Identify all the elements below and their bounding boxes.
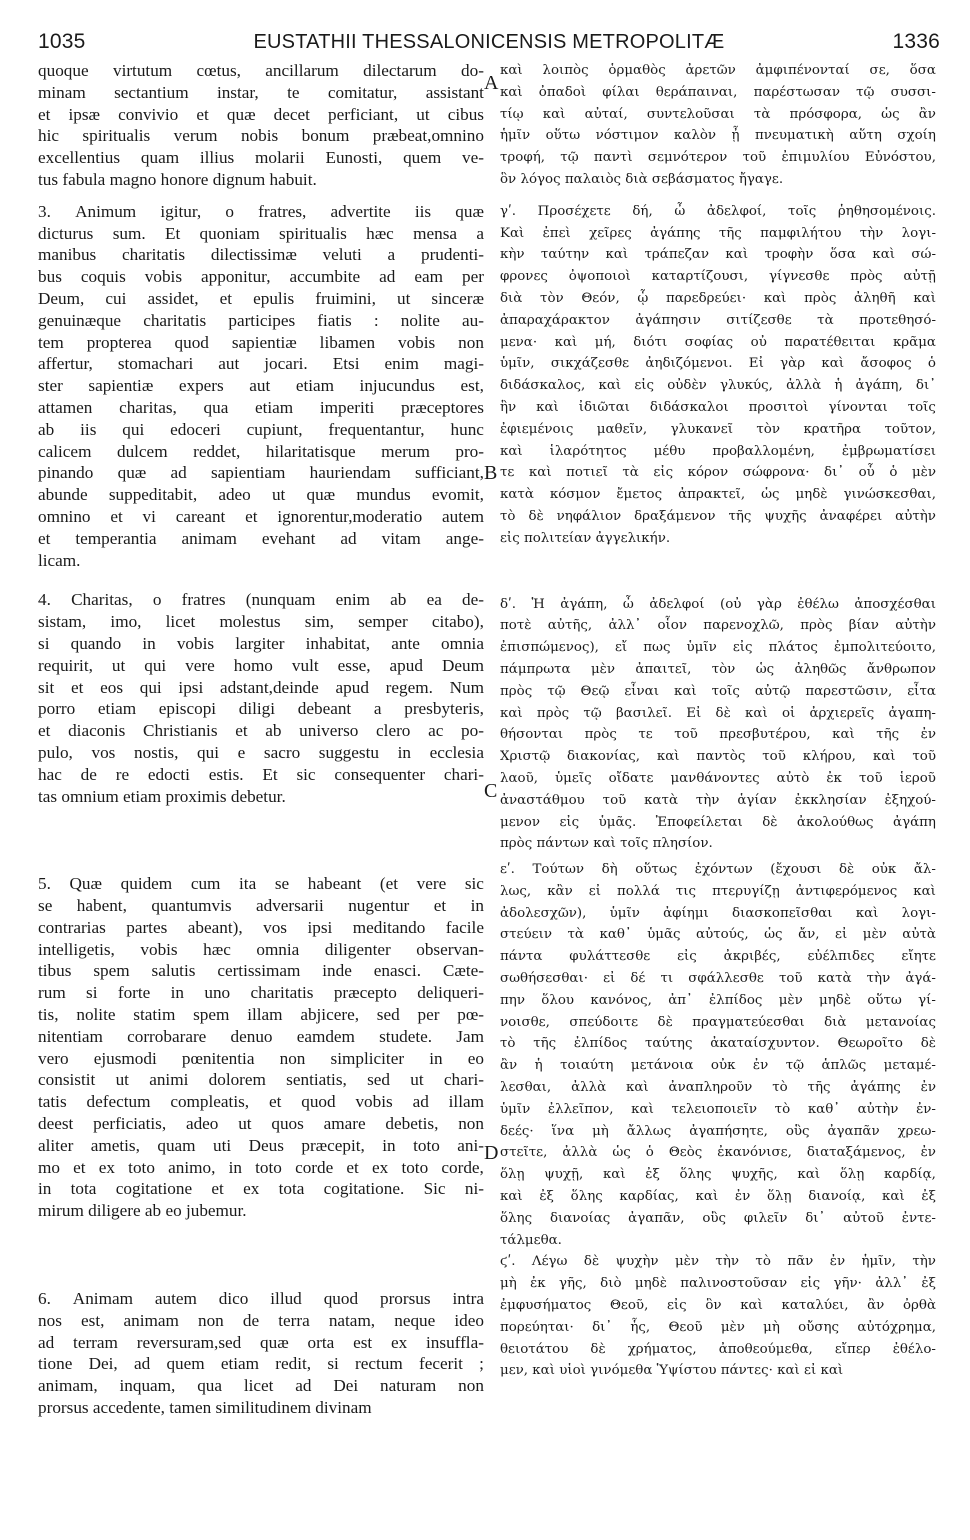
text-line: intelligetis, vobis hæc omnia diligenter observan- [38, 939, 484, 959]
text-line: εἰς πολιτείαν ἀγγελικήν. [500, 530, 671, 546]
text-line: 5. Quæ quidem cum ita se habeant (et vere sic [38, 874, 484, 894]
text-line: κὴν ταύτην καὶ τράπεζαν καὶ τροφὴν ὅσα καὶ σώ- [500, 247, 936, 263]
text-line: tem propterea quod sapientiæ libamen vobis non [38, 332, 484, 352]
text-line: in tota cogitatione et ex tota cogitatione. Sic ni- [38, 1179, 484, 1199]
text-line: καὶ πρὸς τῷ βασιλεῖ. Εἰ δὲ καὶ οἱ ἀρχιερεῖς ἀγαπη- [500, 705, 936, 721]
paragraph [38, 1288, 484, 1419]
text-line: δεές· ἵνα μὴ ἄλλως ἀγαπήσητε, οὓς ἀγαπᾶν χρεω- [500, 1123, 936, 1139]
text-line: abunde suppeditabit, adeo ut quæ mundus evomit, [38, 485, 484, 505]
text-line: et temperantia animam evehant ad vitam ange- [38, 528, 484, 548]
text-line: ἡμῖν οὕτω νόστιμον καλὸν ᾖ πνευματικὴ αὕτη σχοίη [500, 128, 936, 144]
text-line: pinando quæ ad sapientiam hauriendam sufficiant, [38, 463, 484, 483]
text-line: mo et ex toto animo, in toto corde et ex toto corde, [38, 1157, 484, 1177]
text-line: διὰ τὸν Θεόν, ᾧ παρεδρεύει· καὶ πρὸς ἀληθῆ καὶ [500, 290, 936, 306]
text-line: διδάσκαλος, καὶ εἰς οὐδὲν γλυκύς, ἀλλὰ ἡ ἀγάπη, δι᾽ [500, 378, 936, 394]
text-line: κατὰ κόσμον ἔμετος ἀπρακτεῖ, ὡς μηδὲ γινώσκεσθαι, [500, 487, 936, 503]
text-line: calicem dulcem reddet, hilaritatisque merum pro- [38, 441, 484, 461]
text-line: affertur, stomachari aut jocari. Etsi enim magi- [38, 354, 484, 374]
text-line: ἂν ἡ τοιαύτη μετάνοια οὐκ ἐν τῷ ἁπλῶς μεταμέ- [500, 1058, 936, 1074]
text-line: ὑμῖν ἐλλεῖπον, καὶ τελειοποιεῖν τὸ καθ᾽ αὐτὴν ἐν- [500, 1101, 936, 1117]
text-line: si quando in vobis largiter inhabitat, ante omnia [38, 633, 484, 653]
text-line: attamen charitas, qua etiam imperiti præceptores [38, 397, 484, 417]
text-line: ἐφιεμένοις μαθεῖν, γλυκανεῖ τὸν κρατῆρα τοῦτον, [500, 421, 936, 437]
column-number-right: 1336 [892, 30, 940, 53]
section-marker-d: D [484, 1142, 499, 1164]
text-line: manibus charitatis dilectissimæ veluti a prudenti- [38, 245, 484, 265]
text-line: tus fabula magno honore dignum habuit. [38, 169, 317, 189]
text-line: et ipsæ convivio et quæ decet perficiant, ut cibus [38, 104, 484, 124]
paragraph [38, 589, 484, 807]
text-line: 6. Animam autem dico illud quod prorsus intra [38, 1289, 484, 1309]
greek-column [500, 60, 936, 1382]
text-line: πρὸς τῷ Θεῷ εἶναι καὶ τοῖς αὐτῷ παρεστῶσιν, εἶτα [500, 683, 936, 699]
text-line: licam. [38, 550, 81, 570]
text-line: consistit ut animi dolorem sentiatis, sed ut chari- [38, 1070, 484, 1090]
text-line: λως, κἂν εἰ πολλά τις πτερυγίζῃ ἀντιφερόμενος καὶ [500, 883, 936, 899]
text-line: requirit, ut qui vere homo vult esse, apud Deum [38, 655, 484, 675]
text-line: φρονες ὀψοποιοὶ καταρτίζουσι, γίγνεσθε πρὸς αὐτῇ [500, 269, 936, 285]
paragraph [500, 60, 936, 191]
text-line: τροφή, τῷ παντὶ σεμνότερον τοῦ ἐπιμυλίου Εὐνόστου, [500, 150, 936, 166]
text-line: tis, nolite statim spem illam abjicere, sed per pœ- [38, 1005, 484, 1025]
paragraph [500, 1251, 936, 1382]
text-line: nos est, animam non de terra natam, neque ideo [38, 1310, 484, 1330]
text-line: tibus spem salutis certissimam inde enasci. Cæte- [38, 961, 484, 981]
text-line: μεν, καὶ υἱοὶ γινόμεθα Ὑψίστου πάντες· καὶ εἰ καὶ [500, 1363, 844, 1379]
text-line: hac de re edocti estis. Et sic consequenter chari- [38, 764, 484, 784]
paragraph [38, 873, 484, 1222]
text-line: pulo, vos nostis, qui e sacro suggestu in ecclesia [38, 742, 484, 762]
text-line: στεύειν τὰ καθ᾽ ὑμᾶς αὐτούς, ὡς ἄν, εἰ μὲν αὐτὰ [500, 927, 936, 943]
text-line: tione Dei, ad quem etiam redit, si rectum fecerit ; [38, 1354, 484, 1374]
text-line: sit et eos qui ipsi adstant,deinde apud regem. Num [38, 677, 484, 697]
text-line: ster sapientiæ expers aut etiam injucundus est, [38, 376, 484, 396]
text-line: ab iis qui edoceri cupiunt, frequentantur, hunc [38, 419, 484, 439]
paragraph [38, 201, 484, 572]
text-line: τε καὶ ποτιεῖ τὰ εἰς κόρον σώφρονα· δι᾽ οὗ ὁ μὲν [500, 465, 936, 481]
text-line: ποτὲ αὐτῆς, ἀλλ᾽ οἷον παρενοχλῶ, πρὸς βίαν αὐτὴν [500, 618, 936, 634]
text-line: animam, inquam, qua licet ad Dei naturam non [38, 1376, 484, 1396]
text-line: rum si forte in uno charitatis præcepto deliqueri- [38, 983, 484, 1003]
text-line: tatis defectum compleatis, et quod vobis ad illam [38, 1092, 484, 1112]
text-line: θήσονται πρὸς τε τοῦ πρεσβυτέρου, καὶ τῆς ἐν [500, 727, 936, 743]
text-line: λεσθαι, ἀλλὰ καὶ ἀναπληροῦν τὸ τῆς ἀγάπης ἐν [500, 1080, 936, 1096]
text-line: dicturus sum. Et quoniam spiritualis hæc mensa a [38, 223, 484, 243]
text-line: prorsus accedente, tamen similitudinem divinam [38, 1398, 372, 1418]
text-line: minam sectantium instar, te comitatur, assistant [38, 82, 484, 102]
text-line: se habent, quantumvis adversarii nugentur et in [38, 896, 484, 916]
paragraph [500, 859, 936, 1251]
text-line: vero ejusmodi pœnitentia non simpliciter in eo [38, 1048, 484, 1068]
text-line: nitentiam corrobarare denuo eamdem studete. Jam [38, 1026, 484, 1046]
text-line: πάντα φυλάττεσθε εἰς ἀκριβές, εὐέλπιδες εἴητε [500, 949, 936, 965]
text-line: πάμπρωτα μὲν ἀπαιτεῖ, τὸν ὡς ἀληθῶς ἄνθρωπον [500, 661, 936, 677]
text-line: τάλμεθα. [500, 1232, 562, 1248]
text-line: Χριστῷ διακονίας, καὶ παντὸς τοῦ κλήρου, καὶ τοῦ [500, 749, 936, 765]
text-line: mirum diligere ab eo jubemur. [38, 1201, 247, 1221]
text-line: contrarias partes abeant), vos ipsi meditando facile [38, 917, 484, 937]
text-line: τὸ δὲ νηφάλιον δραξάμενον τῆς ψυχῆς ἀναφέρει αὐτὴν [500, 508, 936, 524]
text-line: μὴ ἐκ γῆς, διὸ μηδὲ παλινοστοῦσαν εἰς γῆν· ἀλλ᾽ ἐξ [500, 1276, 936, 1292]
text-line: εʹ. Τούτων δὴ οὕτως ἐχόντων (ἔχουσι δὲ οὐκ ἄλ- [500, 862, 936, 878]
text-line: τίῳ καὶ αὐταί, συντελοῦσαι τὰ πρόσφορα, ὡς ἂν [500, 106, 936, 122]
text-line: καὶ ὀπαδοὶ φίλαι θεράπαιναι, παρέστωσαν τῷ συσσι- [500, 84, 936, 100]
text-line: μενον εἰς ὑμᾶς. Ἐποφείλεται δὲ ἀκολούθως ἀγάπη [500, 814, 936, 830]
text-line: et diaconis Christianis et ab universo clero ac po- [38, 721, 484, 741]
text-line: ἐπισπώμενος), εἴ πως ὑμῖν εἰς πλάτος ἐμπολιτεύοιτο, [500, 640, 936, 656]
text-line: ἀδολεσχῶν), ὑμῖν ἀφίημι διασκοπεῖσθαι καὶ λογι- [500, 905, 936, 921]
text-line: ἀναστάθμου τοῦ κατὰ τὴν ἁγίαν ἐκκλησίαν ἐξηχού- [500, 792, 936, 808]
text-line: σωθήσεσθαι· εἰ δέ τι σφάλλεσθε τοῦ κατὰ τὴν ἀγά- [500, 971, 936, 987]
text-line: aliter ametis, quam uti Deus præcepit, in toto ani- [38, 1135, 484, 1155]
text-line: δʹ. Ἡ ἀγάπη, ὦ ἀδελφοί (οὐ γὰρ ἐθέλω ἀποσχέσθαι [500, 596, 936, 612]
text-line: καὶ ἐξ ὅλης καρδίας, καὶ ἐν ὅλῃ διανοίᾳ, καὶ ἐξ [500, 1189, 936, 1205]
text-line: θειοτάτου δὲ χρήματος, ἀποθεούμεθα, εἴπερ ἐθέλο- [500, 1341, 936, 1357]
text-line: bus coquis vobis apponitur, accumbite ad eam per [38, 267, 484, 287]
text-line: ἀπαραχάρακτον ἀγάπησιν σιτίζεσθε τὰ προτεθησό- [500, 312, 936, 328]
section-marker-b: B [484, 462, 498, 484]
text-line: λαοῦ, ὑμεῖς οἴδατε μανθάνοντες αὐτὸ ἐκ τοῦ ἱεροῦ [500, 770, 936, 786]
text-line: τὸ τῆς ἐλπίδος ταύτης ἀκαταίσχυντον. Θεωροῖτο δὲ [500, 1036, 936, 1052]
text-line: πην ὅλου κανόνος, ἀπ᾽ ἐλπίδος μὲν μηδὲ οὕτω γί- [500, 992, 936, 1008]
section-marker-c: C [484, 780, 498, 802]
text-line: ὅλης διανοίας ἀγαπᾶν, οὓς φιλεῖν δι᾽ αὐτοῦ ἐντε- [500, 1210, 936, 1226]
text-line: deest perficiatis, adeo ut quos amare debetis, non [38, 1114, 484, 1134]
text-line: ϛʹ. Λέγω δὲ ψυχὴν μὲν τὴν τὸ πᾶν ἐν ἡμῖν, τὴν [500, 1254, 936, 1270]
running-header [38, 30, 940, 60]
text-line: ad terram reversuram,sed quæ orta est ex insuffla- [38, 1332, 484, 1352]
latin-column [38, 60, 484, 1419]
text-line: ἐμφυσήματος Θεοῦ, εἰς ὃν καὶ καταλύει, ἂν ὀρθὰ [500, 1298, 936, 1314]
text-line: 4. Charitas, o fratres (nunquam enim ab ea de- [38, 590, 484, 610]
text-line: πορεύηται· δι᾽ ἧς, Θεοῦ μὲν μὴ οὔσης αὐτόχρημα, [500, 1319, 936, 1335]
column-number-left: 1035 [38, 30, 86, 53]
text-line: ὑμῖν, σικχάζεσθε ἀηδιζόμενοι. Εἰ γὰρ καὶ ἄσοφος ὁ [500, 356, 936, 372]
text-line: hic spiritualis verum nobis bonum præbeat,omnino [38, 126, 484, 146]
text-line: ἣν καὶ ἰδιῶται διδάσκαλοι προσιτοὶ γίνονται τοῖς [500, 399, 936, 415]
text-line: porro etiam episcopi diligi debeant a presbyteris, [38, 699, 484, 719]
text-line: ὅλῃ ψυχῇ, καὶ ἐξ ὅλης ψυχῆς, καὶ ὅλῃ καρδίᾳ, [500, 1167, 936, 1183]
text-line: στεῖτε, ἀλλὰ ὡς ὁ Θεὸς ἐκανόνισε, διαταξάμενος, ἐν [500, 1145, 936, 1161]
running-title: EUSTATHII THESSALONICENSIS METROPOLITÆ [253, 31, 725, 53]
text-line: πρὸς πάντων καὶ τοῖς πλησίον. [500, 836, 713, 852]
text-line: Deum, cui assidet, et epulis fruimini, ut sinceræ [38, 288, 484, 308]
text-line: sistam, imo, licet molestus sim, semper citabo), [38, 612, 484, 632]
paragraph [500, 594, 936, 856]
text-line: καὶ λοιπὸς ὁρμαθὸς ἀρετῶν ἀμφιπένονταί σε, ὅσα [500, 63, 936, 78]
paragraph [38, 60, 484, 191]
text-line: 3. Animum igitur, o fratres, advertite iis quæ [38, 201, 484, 221]
text-line: νοισθε, σπεύδοιτε δὲ πραγματεύεσθαι διὰ μετανοίας [500, 1014, 936, 1030]
text-line: μενα· καὶ μή, διότι σοφίας οὐ παρατέθειται κρᾶμα [500, 334, 936, 350]
text-line: tas omnium etiam proximis debetur. [38, 786, 286, 806]
text-line: excellentius quam illius molarii Eunosti, quem ve- [38, 148, 484, 168]
text-line: genuinæque charitatis participes fiatis : nolite au- [38, 310, 484, 330]
text-line: καὶ ἱλαρότητος μέθυ προβαλλομένη, ἐμβρωματίσει [500, 443, 936, 459]
text-line: quoque virtutum cœtus, ancillarum dilectarum do- [38, 61, 484, 80]
text-line: Καὶ ἐπεὶ χεῖρες ἀγάπης τῆς παμφιλήτου τὴν λογι- [500, 225, 936, 241]
text-line: ὃν λόγος παλαιὸς διὰ σεβάσματος ἤγαγε. [500, 171, 784, 187]
section-marker-a: A [484, 72, 499, 94]
paragraph [500, 201, 936, 550]
text-line: omnino et vi careant et ignorentur,moderatio autem [38, 506, 484, 526]
text-line: γʹ. Προσέχετε δή, ὦ ἀδελφοί, τοῖς ῥηθησομένοις. [500, 203, 936, 219]
